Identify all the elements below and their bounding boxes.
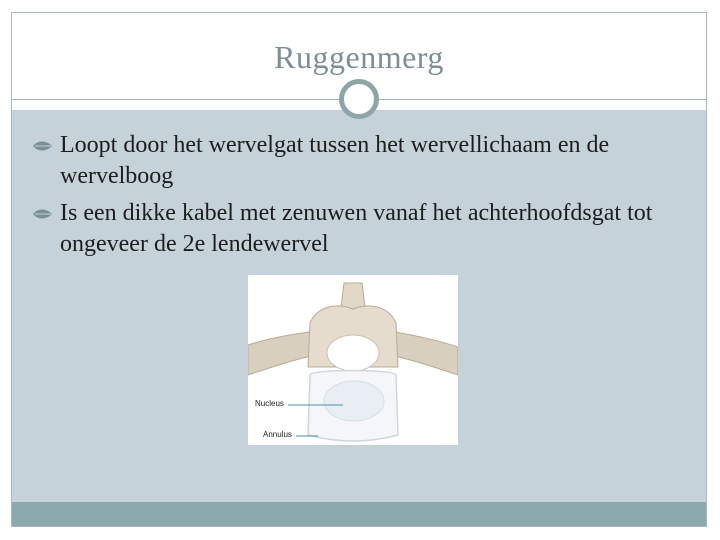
slide: [11, 12, 707, 527]
leaf-bullet-icon: [32, 208, 54, 220]
bullet-item: [32, 198, 692, 260]
annulus-label: Annulus: [263, 430, 292, 439]
bullet-item: [32, 130, 692, 192]
bullet-list: [32, 130, 692, 266]
vertebra-illustration: [248, 275, 458, 445]
slide-title: Ruggenmerg: [274, 39, 444, 75]
ring-ornament-icon: [339, 79, 379, 119]
bullet-text: Loopt door het wervelgat tussen het wervellichaam en de wervelboog: [60, 132, 610, 189]
leaf-bullet-icon: [32, 140, 54, 152]
nucleus-label: Nucleus: [255, 399, 284, 408]
bullet-text: Is een dikke kabel met zenuwen vanaf het achterhoofdsgat tot ongeveer de 2e lendewervel: [60, 200, 653, 257]
vertebra-drawing: [248, 275, 458, 445]
footer-bar: [12, 502, 706, 526]
